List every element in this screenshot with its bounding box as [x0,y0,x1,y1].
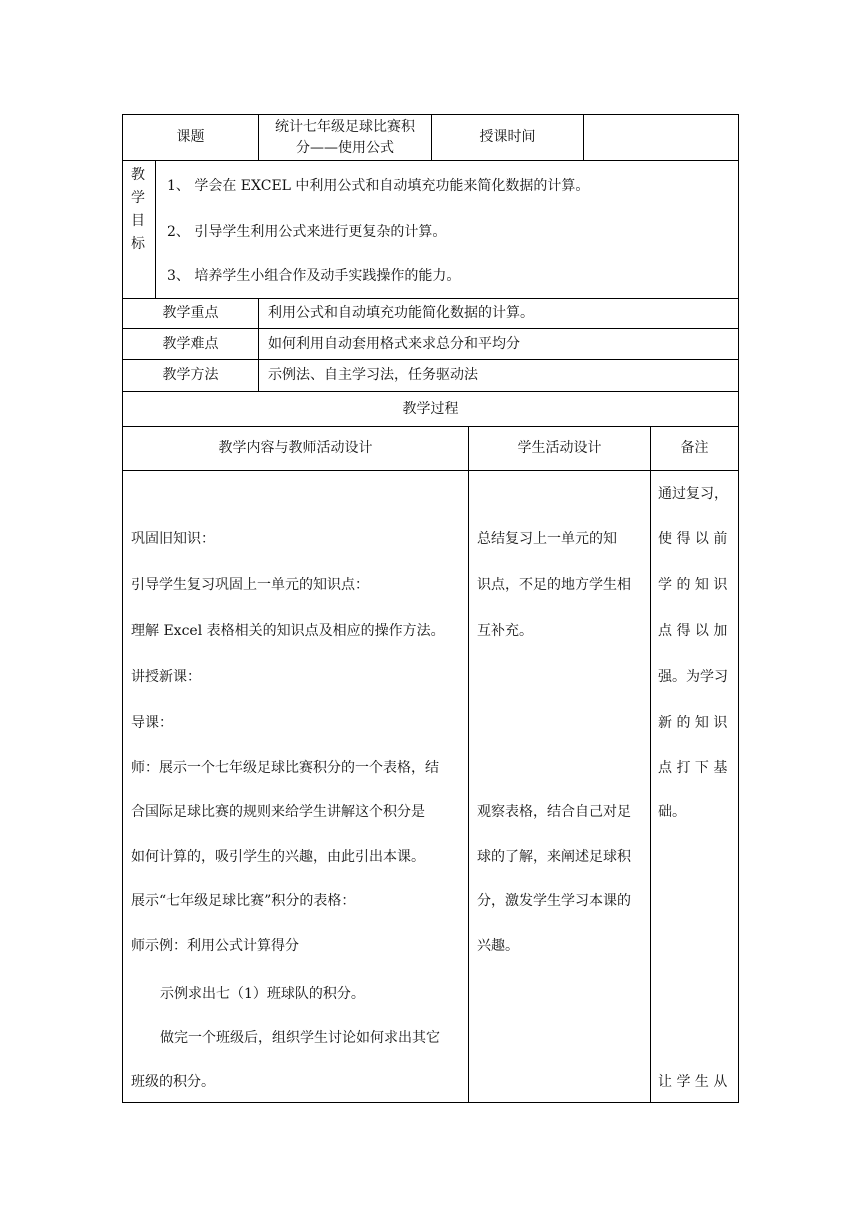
student-line: 识点，不足的地方学生相 [477,577,631,593]
goal-item: 2、 引导学生利用公式来进行更复杂的计算。 [167,224,447,240]
note-line: 让 学 生 从 [658,1074,728,1090]
col-divider [258,298,259,391]
key-point-label: 教学重点 [162,305,219,321]
student-line: 分，激发学生学习本课的 [477,893,631,909]
row-divider [122,160,739,161]
topic-value-line: 统计七年级足球比赛积 [275,118,415,135]
content-line: 示例求出七（1）班球队的积分。 [160,986,365,1002]
column-header-student: 学生活动设计 [517,440,602,456]
topic-value [259,115,431,160]
student-line: 互补充。 [477,623,533,639]
topic-label: 课题 [176,129,205,145]
content-line: 展示“七年级足球比赛”积分的表格： [131,893,356,909]
row-divider [122,470,739,471]
content-line: 如何计算的，吸引学生的兴趣，由此引出本课。 [131,849,425,865]
content-line: 师：展示一个七年级足球比赛积分的一个表格，结 [131,760,439,776]
column-header-note: 备注 [680,440,709,456]
content-line: 理解 Excel 表格相关的知识点及相应的操作方法。 [131,623,445,639]
column-header-content: 教学内容与教师活动设计 [218,440,373,456]
student-line: 球的了解，来阐述足球积 [477,849,631,865]
table-border-left [122,114,123,1103]
goals-label-char: 标 [131,236,145,252]
note-line: 点 得 以 加 [658,623,728,639]
note-line: 通过复习， [658,486,728,502]
content-line: 导课： [131,715,173,731]
method-label: 教学方法 [162,367,219,383]
goal-item: 1、 学会在 EXCEL 中利用公式和自动填充功能来简化数据的计算。 [167,178,590,194]
note-line: 学 的 知 识 [658,577,728,593]
student-line: 兴趣。 [477,938,519,954]
goals-label-char: 学 [131,190,145,206]
note-line: 础。 [658,804,686,820]
content-line: 班级的积分。 [131,1074,215,1090]
difficulty-label: 教学难点 [162,335,219,352]
note-line: 点 打 下 基 [658,760,728,776]
key-point-value: 利用公式和自动填充功能简化数据的计算。 [268,305,534,321]
student-line: 观察表格，结合自己对足 [477,804,631,820]
note-line: 强。为学习 [658,669,728,685]
difficulty-value: 如何利用自动套用格式来求总分和平均分 [268,335,520,352]
note-line: 使 得 以 前 [658,531,728,547]
student-line: 总结复习上一单元的知 [477,531,617,547]
content-line: 师示例：利用公式计算得分 [131,938,299,954]
topic-value-line: 分——使用公式 [296,139,394,156]
content-line: 引导学生复习巩固上一单元的知识点： [131,577,369,593]
goals-label-char: 目 [131,213,145,229]
time-label: 授课时间 [479,129,536,145]
note-line: 新 的 知 识 [658,715,728,731]
goal-item: 3、 培养学生小组合作及动手实践操作的能力。 [167,268,461,284]
content-line: 合国际足球比赛的规则来给学生讲解这个积分是 [131,804,425,820]
process-title: 教学过程 [402,400,459,417]
table-border-bottom [122,1102,739,1103]
content-line: 巩固旧知识： [131,531,215,547]
table-border-right [738,114,739,1103]
content-line: 做完一个班级后，组织学生讨论如何求出其它 [160,1030,440,1046]
col-divider [650,426,651,1102]
method-value: 示例法、自主学习法，任务驱动法 [268,367,478,383]
col-divider [468,426,469,1102]
goals-label-char: 教 [131,167,145,183]
col-divider [155,160,156,298]
time-value [584,115,738,160]
content-line: 讲授新课： [131,669,201,685]
